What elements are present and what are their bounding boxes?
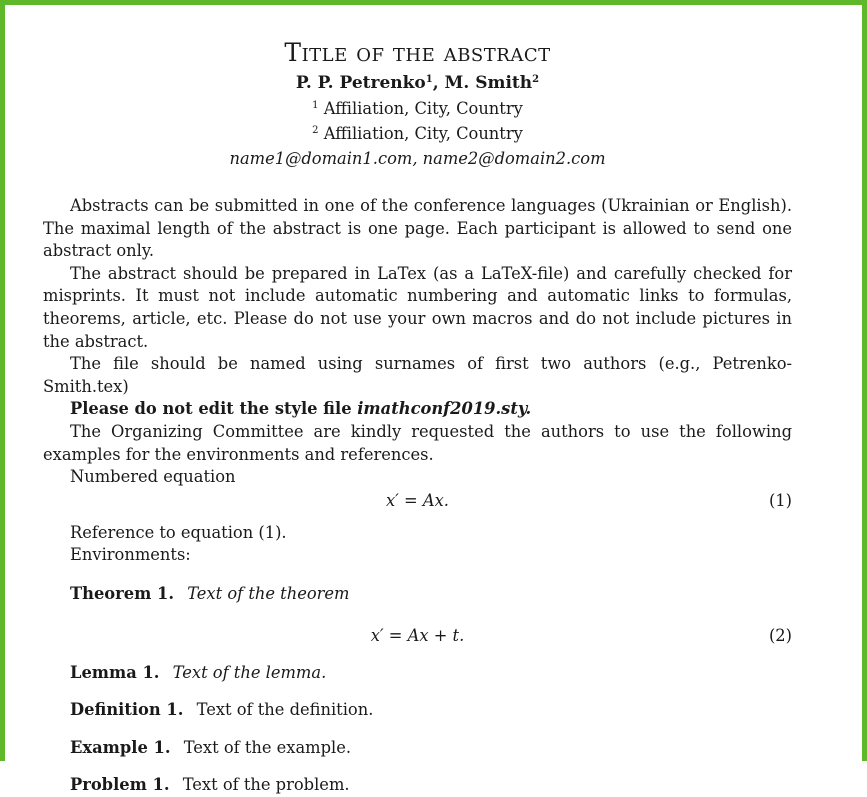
affiliation-sup: 2 [312,125,319,136]
problem-text: Text of the problem. [182,775,350,795]
problem-block [43,774,792,797]
equation-expression: x′ = Ax. [386,490,449,510]
author-name: M. Smith [444,73,533,93]
lemma-text: Text of the lemma. [172,662,327,682]
notice-text: Please do not edit the style file [70,399,358,419]
theorem-text: Text of the theorem [187,583,350,603]
equation-number: (1) [768,490,792,510]
author-line: P. P. Petrenko$^1$, M. Smith$^2$ [295,73,540,93]
author-emails: name1@domain1.com, name2@domain2.com [229,149,606,168]
author-name: P. P. Petrenko [295,73,426,93]
definition-text: Text of the definition. [196,700,374,720]
style-file-name: imathconf2019.sty. [357,399,532,419]
equation-1 [43,490,792,512]
equation-reference: Reference to equation (1). [70,522,287,542]
problem-label: Problem 1. [70,775,170,795]
affiliation-2 [43,121,792,146]
example-block [43,737,792,760]
equation-expression: x′ = Ax + t. [370,625,465,645]
theorem-block [43,583,792,606]
author-sup: 2 [532,74,540,85]
example-label: Example 1. [70,737,171,757]
lemma-label: Lemma 1. [70,662,160,682]
equation-number: (2) [768,625,792,645]
affiliation-1 [43,96,792,121]
paragraph: The Organizing Committee are kindly requested the authors to use the following examples for the environments and references. [43,421,792,464]
paragraph: The abstract should be prepared in LaTex (as a LaTeX-file) and carefully checked for misprints. It must not include automatic numbering and automatic links to formulas, theorems, article, etc. Please do not use your own macros and do not include pictures in the abstract. [43,263,792,351]
lemma-block [43,662,792,685]
author-sup: 1 [425,74,433,85]
definition-block [43,699,792,722]
paragraph: The file should be named using surnames of first two authors (e.g., Petrenko-Smith.tex) [43,354,792,396]
example-text: Text of the example. [183,737,352,757]
definition-label: Definition 1. [70,700,184,720]
theorem-label: Theorem 1. [70,583,174,603]
affiliation-text: Affiliation, City, Country [323,99,523,118]
abstract-title: Title of the abstract [284,38,551,67]
affiliation-text: Affiliation, City, Country [323,124,523,143]
environments-label: Environments: [70,545,191,565]
style-file-notice [43,398,792,421]
abstract-page [43,36,792,797]
paragraph: Abstracts can be submitted in one of the conference languages (Ukrainian or English). The maximal length of the abstract is one page. Each participant is allowed to send one abstract only. [43,196,792,261]
equation-2 [43,625,792,647]
affiliation-sup: 1 [312,100,319,111]
numbered-equation-label: Numbered equation [70,467,236,487]
abstract-body [43,195,792,797]
